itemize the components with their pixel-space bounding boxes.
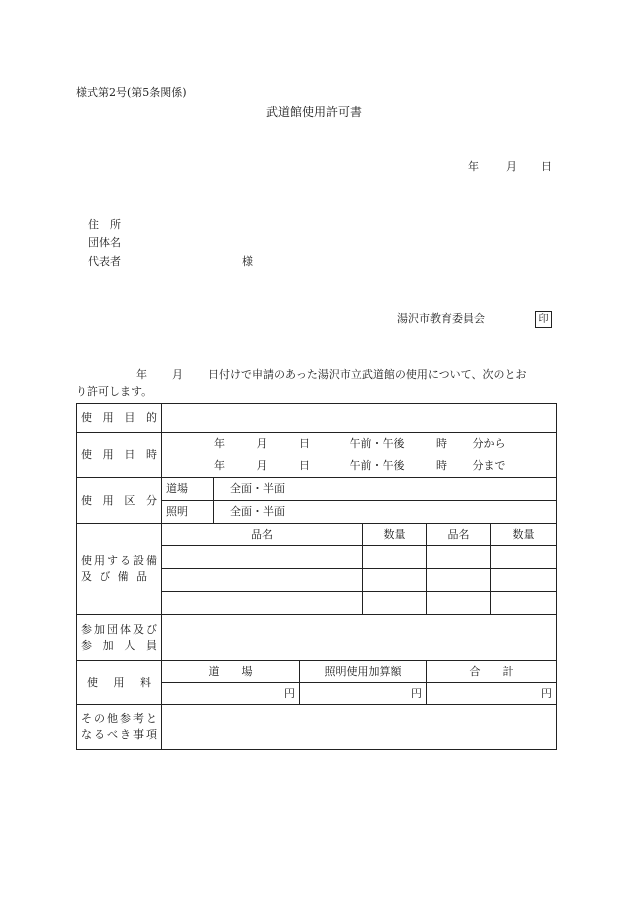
equipment-label-1-char: る xyxy=(120,554,131,568)
intro-text-line2: り許可します。 xyxy=(76,385,153,398)
issuer-name: 湯沢市教育委員会 xyxy=(397,312,485,325)
form-number: 様式第2号(第5条関係) xyxy=(76,86,187,99)
category-label-char: 分 xyxy=(145,493,157,507)
equipment-header-qty-1: 数量 xyxy=(363,524,427,546)
fee-lighting-field[interactable]: 円 xyxy=(300,683,427,705)
purpose-label-char: 使 xyxy=(81,411,92,425)
participants-label-2-char: 員 xyxy=(145,638,157,652)
equipment-item-cell[interactable] xyxy=(427,569,491,592)
participants-label-1-char: び xyxy=(146,622,157,636)
address-label: 住 所 xyxy=(88,218,121,231)
equipment-label-2-char: 備 xyxy=(117,570,129,583)
fee-header-dojo: 道 場 xyxy=(162,661,300,683)
fee-header-total: 合 計 xyxy=(427,661,557,683)
participants-label-1-char: 加 xyxy=(94,622,105,636)
notes-label xyxy=(77,705,162,750)
notes-label-1-char: の xyxy=(94,712,105,726)
category-lighting-name: 照明 xyxy=(162,501,214,524)
participants-label-2-char: 加 xyxy=(102,638,114,652)
participants-label-2-char: 人 xyxy=(124,638,136,652)
equipment-label-1-char: 設 xyxy=(133,554,144,568)
participants-label-1-char: 体 xyxy=(120,622,131,636)
fee-label-char: 用 xyxy=(113,675,125,689)
equipment-label-1-char: 使 xyxy=(81,554,92,568)
equipment-item-cell[interactable] xyxy=(162,592,363,615)
notes-label-2-char: な xyxy=(81,728,92,741)
purpose-row xyxy=(77,404,557,433)
participants-label xyxy=(77,615,162,661)
equipment-label xyxy=(77,524,162,615)
purpose-label-char: 的 xyxy=(145,411,157,425)
notes-label-1-char: 参 xyxy=(120,712,131,726)
datetime-label-char: 使 xyxy=(81,448,92,462)
fee-label xyxy=(77,661,162,705)
fee-header-lighting: 照明使用加算額 xyxy=(300,661,427,683)
participants-label-2-char: 参 xyxy=(81,638,92,652)
equipment-item-cell[interactable] xyxy=(427,546,491,569)
datetime-to: 年 月 日 午前・午後 時 分まで xyxy=(214,459,506,472)
category-label xyxy=(77,478,162,524)
participants-label-1-char: 参 xyxy=(81,622,92,636)
purpose-label-char: 目 xyxy=(124,411,136,425)
category-label-char: 使 xyxy=(81,493,92,507)
notes-field[interactable] xyxy=(162,705,557,750)
participants-field[interactable] xyxy=(162,615,557,661)
equipment-label-2-char: び xyxy=(99,570,111,583)
representative-label: 代表者 xyxy=(88,255,121,268)
participants-label-1-char: 団 xyxy=(107,622,118,636)
fee-dojo-field[interactable]: 円 xyxy=(162,683,300,705)
equipment-label-2-char: 及 xyxy=(81,570,92,583)
notes-label-1-char: 考 xyxy=(133,712,144,726)
fee-header-row xyxy=(77,661,557,683)
document-title: 武道館使用許可書 xyxy=(266,105,363,119)
purpose-field[interactable] xyxy=(162,404,557,433)
fee-label-char: 使 xyxy=(87,675,98,689)
purpose-label xyxy=(77,404,162,433)
participants-row xyxy=(77,615,557,661)
equipment-qty-cell[interactable] xyxy=(491,569,557,592)
intro-year: 年 xyxy=(136,368,147,381)
notes-label-2-char: 項 xyxy=(146,728,157,741)
equipment-header-item-1: 品名 xyxy=(162,524,363,546)
permit-table xyxy=(76,403,557,750)
equipment-header-row xyxy=(77,524,557,546)
category-dojo-name: 道場 xyxy=(162,478,214,501)
notes-row xyxy=(77,705,557,750)
participants-label-1-char: 及 xyxy=(133,622,144,636)
category-label-char: 区 xyxy=(124,493,136,507)
notes-label-2-char: べ xyxy=(107,728,118,741)
fee-total-field[interactable]: 円 xyxy=(427,683,557,705)
intro-month: 月 xyxy=(172,368,183,381)
datetime-row xyxy=(77,433,557,478)
equipment-label-1-char: す xyxy=(107,554,118,568)
equipment-item-cell[interactable] xyxy=(162,546,363,569)
datetime-field[interactable] xyxy=(162,433,557,478)
equipment-qty-cell[interactable] xyxy=(363,569,427,592)
notes-label-1-char: そ xyxy=(81,712,92,726)
fee-label-char: 料 xyxy=(140,675,151,689)
datetime-label-char: 日 xyxy=(124,448,136,462)
date-year: 年 xyxy=(468,160,479,173)
datetime-label xyxy=(77,433,162,478)
equipment-qty-cell[interactable] xyxy=(491,592,557,615)
equipment-label-1-char: 用 xyxy=(94,554,105,568)
group-name-label: 団体名 xyxy=(88,236,121,249)
honorific: 様 xyxy=(242,255,253,268)
date-month: 月 xyxy=(506,160,517,173)
equipment-qty-cell[interactable] xyxy=(491,546,557,569)
notes-label-1-char: と xyxy=(146,712,157,726)
date-day: 日 xyxy=(541,160,552,173)
category-lighting-value[interactable]: 全面・半面 xyxy=(214,501,557,524)
equipment-label-1-char: 備 xyxy=(146,554,157,568)
notes-label-2-char: き xyxy=(120,728,131,741)
datetime-from: 年 月 日 午前・午後 時 分から xyxy=(214,437,506,450)
category-row-dojo xyxy=(77,478,557,501)
datetime-label-char: 用 xyxy=(102,448,114,462)
notes-label-1-char: 他 xyxy=(107,712,118,726)
equipment-qty-cell[interactable] xyxy=(363,592,427,615)
notes-label-2-char: 事 xyxy=(133,728,144,741)
category-label-char: 用 xyxy=(102,493,114,507)
equipment-header-item-2: 品名 xyxy=(427,524,491,546)
purpose-label-char: 用 xyxy=(102,411,114,425)
datetime-label-char: 時 xyxy=(145,448,157,462)
equipment-qty-cell[interactable] xyxy=(363,546,427,569)
notes-label-2-char: る xyxy=(94,728,105,741)
equipment-item-cell[interactable] xyxy=(427,592,491,615)
intro-text-line1: 日付けで申請のあった湯沢市立武道館の使用について、次のとお xyxy=(208,368,527,381)
category-dojo-value[interactable]: 全面・半面 xyxy=(214,478,557,501)
seal-box: 印 xyxy=(535,311,552,328)
equipment-item-cell[interactable] xyxy=(162,569,363,592)
equipment-header-qty-2: 数量 xyxy=(491,524,557,546)
equipment-label-2-char: 品 xyxy=(135,570,147,583)
